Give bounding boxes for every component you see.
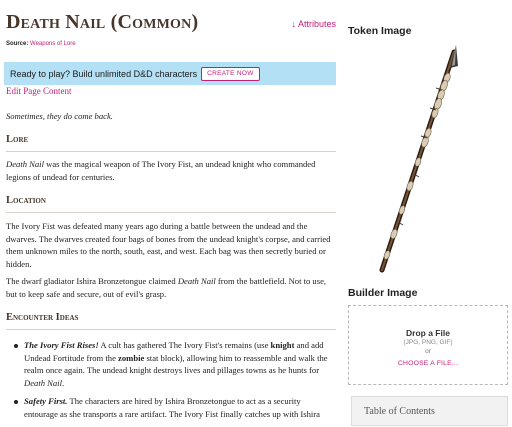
promo-banner <box>4 62 336 85</box>
source-link[interactable]: Weapons of Lore <box>30 41 76 47</box>
drop-types: (JPG, PNG, GIF) <box>403 339 453 346</box>
bullet-icon <box>14 400 18 404</box>
choose-file-button[interactable]: CHOOSE A FILE... <box>397 360 459 367</box>
file-dropzone[interactable] <box>348 305 508 385</box>
promo-text: Ready to play? Build unlimited D&D characters <box>10 68 198 79</box>
list-item: Safety First. The characters are hired by Ishira Bronzetongue to act as a security entourage as she transports a rare artifact. The Ivory Fist finally catches up with Ishira <box>10 395 336 420</box>
drop-title: Drop a File <box>406 328 450 338</box>
table-of-contents <box>351 396 508 426</box>
location-paragraph-2: The dwarf gladiator Ishira Bronzetongue claimed Death Nail from the battlefield. Not to use, but to keep safe and secure, out of evil's grasp. <box>6 276 327 299</box>
divider <box>6 151 336 152</box>
page-title: Death Nail (Common) <box>6 11 199 33</box>
lore-paragraph: Death Nail was the magical weapon of The Ivory Fist, an undead knight who commanded legions of undead for centuries. <box>6 159 316 182</box>
edit-page-content-link[interactable]: Edit Page Content <box>6 86 72 96</box>
encounter-ideas-heading: Encounter Ideas <box>6 312 79 323</box>
encounter-list <box>10 339 336 427</box>
divider <box>6 212 336 213</box>
source-line <box>6 41 76 47</box>
sidebar <box>348 0 512 417</box>
toc-title: Table of Contents <box>364 406 435 417</box>
token-image-heading: Token Image <box>348 25 412 37</box>
divider <box>6 329 336 330</box>
lore-heading: Lore <box>6 134 29 145</box>
list-item: The Ivory Fist Rises! A cult has gathered The Ivory Fist's remains (use knight and add Undead Fortitude from the zombie stat block), allowing him to reassemble and walk the realm once again. The undead knight destroys lives and pillages towns as he hunts for Death Nail. <box>10 339 336 389</box>
location-heading: Location <box>6 195 46 206</box>
source-label: Source: <box>6 41 29 47</box>
builder-image-heading: Builder Image <box>348 287 418 299</box>
bullet-icon <box>14 344 18 348</box>
spear-token-image[interactable] <box>372 44 466 276</box>
drop-or: or <box>425 348 431 355</box>
location-paragraph-1: The Ivory Fist was defeated many years ago during a battle between the undead and the dwarves. The dwarves created four bags of bones from the undead knight's corpse, and carried them unknown miles to the north, south, east, and west. Each bag was then secretly buried or hidden. <box>6 221 331 269</box>
create-now-button[interactable]: CREATE NOW <box>201 67 260 81</box>
tagline: Sometimes, they do come back. <box>6 111 113 121</box>
attributes-link[interactable]: ↓ Attributes <box>291 19 336 29</box>
